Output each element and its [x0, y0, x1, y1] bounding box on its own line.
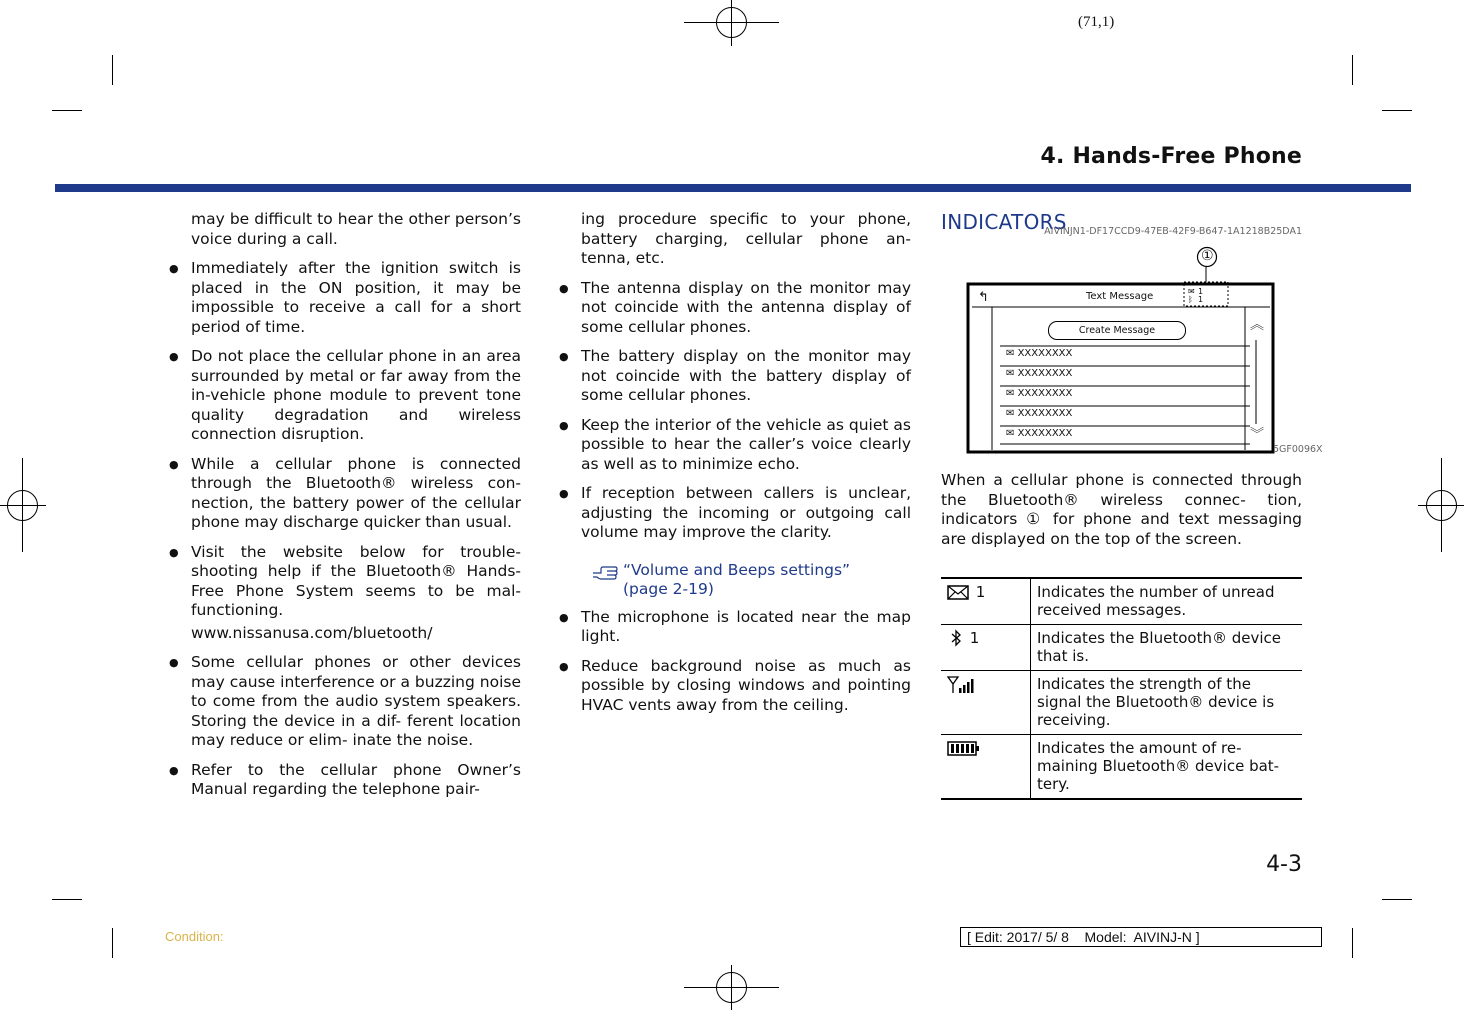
signal-strength-icon	[947, 675, 979, 695]
edit-info: [ Edit: 2017/ 5/ 8 Model: AIVINJ-N ]	[960, 927, 1322, 947]
list-item: ● Refer to the cellular phone Owner’s Manual regarding the telephone pair-	[169, 760, 521, 798]
callout-marker: ①	[1026, 510, 1045, 528]
list-item: ● The battery display on the monitor may not coincide with the battery display of some cellular phones.	[559, 347, 911, 404]
screen-title: Text Message	[1086, 291, 1154, 302]
envelope-icon	[947, 583, 971, 601]
indicators-paragraph: When a cellular phone is connected through the Bluetooth® wireless connec- tion, indicators ① for phone and text messaging are displayed on the top of the screen.	[941, 471, 1303, 548]
list-item: ● Do not place the cellular phone in an area surrounded by metal or far away from the in-vehicle phone module to prevent tone quality degradation and wireless connection disruption.	[169, 347, 521, 443]
column-1	[169, 210, 521, 810]
status-mail-count: 1	[1198, 287, 1204, 296]
figure-code: 5GF0096X	[1273, 444, 1323, 455]
table-row	[941, 735, 1302, 800]
cross-reference[interactable]	[581, 561, 911, 600]
list-item: ● Immediately after the ignition switch is placed in the ON position, it may be impossible to receive a call for a short period of time.	[169, 259, 521, 336]
table-cell: Indicates the strength of the signal the Bluetooth® device is receiving.	[1031, 671, 1303, 735]
col1-intro: may be difficult to hear the other person’s voice during a call.	[191, 210, 521, 248]
envelope-open-icon: ✉	[1006, 368, 1018, 379]
text-message-figure	[960, 244, 1302, 456]
table-cell: Indicates the amount of re- maining Bluetooth® device bat- tery.	[1031, 735, 1303, 800]
callout-number: ①	[1201, 248, 1214, 264]
reference-page: (page 2-19)	[623, 580, 714, 598]
list-item: ● While a cellular phone is connected through the Bluetooth® wireless con- nection, the battery power of the cellular phone may discharge quicker than usual.	[169, 454, 521, 531]
section-heading: INDICATORS	[941, 210, 1067, 234]
page-mark: (71,1)	[1078, 14, 1115, 30]
table-row	[941, 625, 1302, 671]
envelope-open-icon: ✉	[1006, 408, 1018, 419]
list-item[interactable]: ✉ XXXXXXXX	[1006, 368, 1073, 379]
battery-icon	[947, 739, 981, 757]
col2-intro: ing procedure specific to your phone, battery charging, cellular phone an- tenna, etc.	[581, 210, 911, 267]
list-item: ● If reception between callers is unclear, adjusting the incoming or outgoing call volume may improve the clarity.	[559, 484, 911, 541]
status-bluetooth-icon: ᛒ	[1188, 295, 1193, 304]
header-rule	[55, 184, 1411, 192]
bluetooth-icon	[947, 629, 965, 647]
table-cell: Indicates the number of unread received messages.	[1031, 578, 1303, 625]
list-item[interactable]: ✉ XXXXXXXX	[1006, 428, 1073, 439]
website-link[interactable]: www.nissanusa.com/bluetooth/	[191, 623, 433, 642]
condition-label: Condition:	[165, 929, 224, 944]
envelope-open-icon: ✉	[1006, 388, 1018, 399]
message-list	[1006, 344, 1072, 444]
table-row	[941, 671, 1302, 735]
column-2	[559, 210, 911, 725]
page-number: 4-3	[1266, 852, 1302, 877]
list-item: ● The antenna display on the monitor may not coincide with the antenna display of some cellular phones.	[559, 278, 911, 336]
list-item: ● Visit the website below for trouble- shooting help if the Bluetooth® Hands- Free Phone System seems to be mal- functioning.	[169, 542, 521, 619]
table-row	[941, 578, 1302, 625]
list-item[interactable]: ✉ XXXXXXXX	[1006, 408, 1073, 419]
status-bt-count: 1	[1198, 295, 1204, 304]
create-message-button[interactable]: Create Message	[1048, 321, 1186, 340]
indicators-table	[941, 577, 1302, 800]
pointing-hand-icon	[591, 563, 619, 581]
chapter-title: 4. Hands-Free Phone	[1040, 144, 1302, 169]
back-icon[interactable]: ↰	[978, 290, 989, 305]
envelope-open-icon: ✉	[1006, 428, 1018, 439]
scroll-down-icon[interactable]: ︾	[1250, 427, 1264, 443]
table-cell: Indicates the Bluetooth® device that is.	[1031, 625, 1303, 671]
status-mail-icon: ✉	[1188, 287, 1195, 296]
icon-label: 1	[969, 629, 980, 647]
list-item: ● Reduce background noise as much as possible by closing windows and pointing HVAC vents away from the ceiling.	[559, 656, 911, 714]
icon-label: 1	[975, 583, 986, 601]
list-item[interactable]: ✉ XXXXXXXX	[1006, 388, 1073, 399]
list-item: ● The microphone is located near the map light.	[559, 607, 911, 645]
list-item[interactable]: ✉ XXXXXXXX	[1006, 348, 1073, 359]
envelope-icon: ✉	[1006, 348, 1018, 359]
list-item: ● Some cellular phones or other devices may cause interference or a buzzing noise to come from the audio system speakers. Storing the device in a dif- ferent location may reduce or elim- inate the noise.	[169, 653, 521, 749]
scroll-up-icon[interactable]: ︽	[1250, 317, 1264, 333]
reference-title: “Volume and Beeps settings”	[623, 560, 851, 579]
document-id: AIVINJN1-DF17CCD9-47EB-42F9-B647-1A1218B25DA1	[1044, 226, 1302, 237]
list-item: ● Keep the interior of the vehicle as quiet as possible to hear the caller’s voice clearly as well as to minimize echo.	[559, 415, 911, 473]
